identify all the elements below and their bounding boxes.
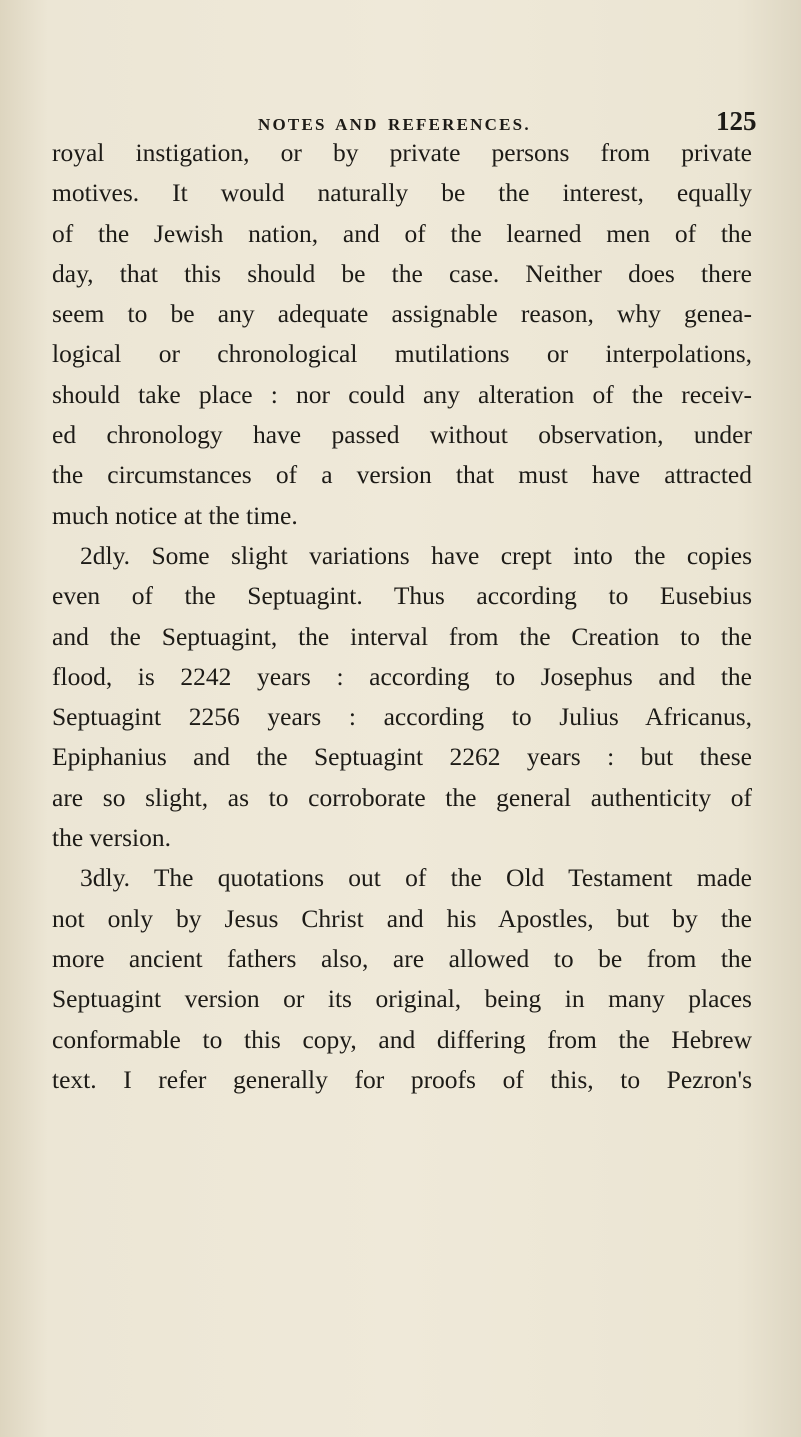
text-line: of the Jewish nation, and of the learned men of the: [52, 218, 752, 248]
text-line: royal instigation, or by private persons from private: [52, 138, 752, 167]
text-line: the circumstances of a version that must have attracted: [52, 460, 752, 490]
text-line: even of the Septuagint. Thus according to Eusebius: [52, 581, 752, 611]
text-line: and the Septuagint, the interval from the Creation to the: [52, 621, 752, 651]
text-line: day, that this should be the case. Neither does there: [52, 258, 752, 288]
text-line: ed chronology have passed without observation, under: [52, 420, 752, 450]
paragraph-start-line: 3dly. The quotations out of the Old Testament made: [80, 863, 752, 893]
running-head-title: NOTES AND REFERENCES.: [258, 115, 531, 134]
text-line: not only by Jesus Christ and his Apostles, but by the: [52, 903, 752, 933]
text-line: logical or chronological mutilations or interpolations,: [52, 339, 752, 369]
text-line: conformable to this copy, and differing from the Hebrew: [52, 1024, 752, 1054]
body-text: [52, 133, 752, 1100]
text-line: motives. It would naturally be the interest, equally: [52, 178, 752, 208]
text-line: seem to be any adequate assignable reason, why genea-: [52, 299, 752, 329]
text-line: flood, is 2242 years : according to Josephus and the: [52, 661, 752, 691]
text-line: text. I refer generally for proofs of this, to Pezron's: [52, 1064, 752, 1094]
paragraph-start-line: 2dly. Some slight variations have crept into the copies: [80, 540, 752, 570]
text-line: are so slight, as to corroborate the general authenticity of: [52, 782, 752, 812]
text-line: Epiphanius and the Septuagint 2262 years : but these: [52, 742, 752, 772]
text-line: should take place : nor could any alteration of the receiv-: [52, 379, 752, 409]
text-line: Septuagint 2256 years : according to Julius Africanus,: [52, 702, 752, 732]
paragraph-end-line: the version.: [52, 823, 171, 853]
running-head: [0, 70, 801, 136]
page-number: 125: [716, 106, 757, 136]
text-line: Septuagint version or its original, being in many places: [52, 984, 752, 1014]
text-line: more ancient fathers also, are allowed to be from the: [52, 943, 752, 973]
paragraph-end-line: much notice at the time.: [52, 500, 298, 530]
